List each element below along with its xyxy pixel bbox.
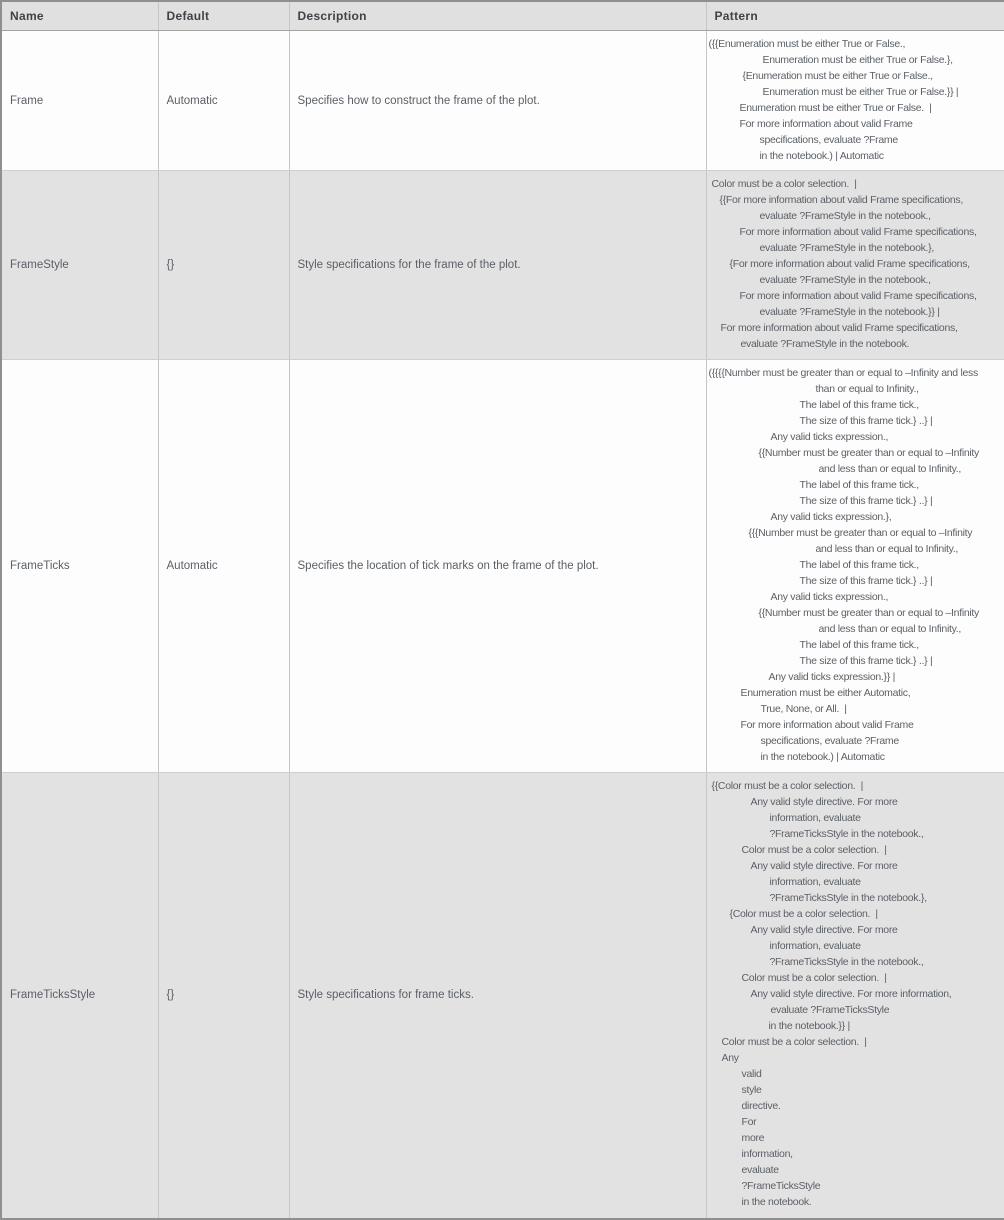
pattern-line: The label of this frame tick., <box>799 399 919 411</box>
pattern-line: Any valid ticks expression.}} | <box>768 671 895 683</box>
pattern-line: {For more information about valid Frame specifications, <box>729 258 970 270</box>
pattern-line: ?FrameTicksStyle in the notebook., <box>769 828 924 840</box>
pattern-line: more <box>741 1132 765 1144</box>
pattern-line: Enumeration must be either True or False.}} | <box>762 86 959 98</box>
pattern-line: and less than or equal to Infinity., <box>818 623 962 635</box>
pattern-line: {Enumeration must be either True or False., <box>742 70 933 82</box>
table-row-frameticks <box>1 360 1004 773</box>
description-cell: Style specifications for the frame of the plot. <box>289 171 706 360</box>
default-cell: Automatic <box>158 360 289 773</box>
pattern-line: in the notebook.) | Automatic <box>760 751 885 763</box>
pattern-line: Any valid ticks expression., <box>770 591 889 603</box>
pattern-line: Any valid style directive. For more <box>750 796 898 808</box>
pattern-line: evaluate ?FrameStyle in the notebook. <box>740 338 910 350</box>
pattern-cell <box>706 171 1004 360</box>
pattern-line: The label of this frame tick., <box>799 639 919 651</box>
pattern-line: specifications, evaluate ?Frame <box>760 735 899 747</box>
pattern-line: {{For more information about valid Frame specifications, <box>719 194 963 206</box>
pattern-line: Any valid ticks expression., <box>770 431 889 443</box>
pattern-line: For more information about valid Frame specifications, <box>720 322 958 334</box>
pattern-line: The size of this frame tick.} ..} | <box>799 495 933 507</box>
default-cell: {} <box>158 773 289 1219</box>
pattern-line: directive. <box>741 1100 781 1112</box>
pattern-line: {{Number must be greater than or equal to –Infinity <box>758 607 980 619</box>
pattern-line: Any valid style directive. For more <box>750 860 898 872</box>
pattern-line: Color must be a color selection. | <box>741 844 887 856</box>
description-cell: Specifies how to construct the frame of the plot. <box>289 31 706 171</box>
col-header-description: Description <box>289 1 706 31</box>
table-row-frame <box>1 31 1004 171</box>
pattern-line: ?FrameTicksStyle in the notebook., <box>769 956 924 968</box>
pattern-line: The size of this frame tick.} ..} | <box>799 575 933 587</box>
pattern-line: evaluate ?FrameStyle in the notebook., <box>759 274 931 286</box>
pattern-line: Color must be a color selection. | <box>741 972 887 984</box>
pattern-line: evaluate ?FrameStyle in the notebook.}, <box>759 242 935 254</box>
pattern-line: ({{Enumeration must be either True or False., <box>708 38 906 50</box>
pattern-line: ?FrameTicksStyle in the notebook.}, <box>769 892 927 904</box>
col-header-pattern: Pattern <box>706 1 1004 31</box>
pattern-line: specifications, evaluate ?Frame <box>759 134 898 146</box>
pattern-line: ({{{{Number must be greater than or equal to –Infinity and less <box>708 367 978 379</box>
pattern-line: and less than or equal to Infinity., <box>818 463 962 475</box>
pattern-line: {Color must be a color selection. | <box>729 908 878 920</box>
pattern-line: in the notebook. <box>741 1196 812 1208</box>
pattern-line: in the notebook.}} | <box>768 1020 850 1032</box>
pattern-line: than or equal to Infinity., <box>815 383 919 395</box>
pattern-line: {{Color must be a color selection. | <box>711 780 864 792</box>
pattern-line: evaluate ?FrameTicksStyle <box>770 1004 890 1016</box>
col-header-name: Name <box>1 1 158 31</box>
pattern-line: Enumeration must be either True or False.}, <box>762 54 953 66</box>
description-cell: Specifies the location of tick marks on the frame of the plot. <box>289 360 706 773</box>
header-row <box>1 1 1004 31</box>
pattern-line: {{Number must be greater than or equal to –Infinity <box>758 447 980 459</box>
name-cell: FrameStyle <box>1 171 158 360</box>
pattern-line: For more information about valid Frame specifications, <box>739 226 977 238</box>
pattern-cell <box>706 360 1004 773</box>
pattern-line: and less than or equal to Infinity., <box>815 543 959 555</box>
pattern-line: information, evaluate <box>769 940 861 952</box>
pattern-line: The label of this frame tick., <box>799 559 919 571</box>
pattern-line: Any <box>721 1052 739 1064</box>
col-header-default: Default <box>158 1 289 31</box>
pattern-line: Any valid style directive. For more <box>750 924 898 936</box>
pattern-line: information, evaluate <box>769 876 861 888</box>
pattern-line: Color must be a color selection. | <box>711 178 857 190</box>
pattern-line: Color must be a color selection. | <box>721 1036 867 1048</box>
pattern-line: For <box>741 1116 757 1128</box>
pattern-line: evaluate <box>741 1164 779 1176</box>
pattern-line: For more information about valid Frame <box>739 118 913 130</box>
pattern-line: information, evaluate <box>769 812 861 824</box>
name-cell: FrameTicksStyle <box>1 773 158 1219</box>
default-cell: Automatic <box>158 31 289 171</box>
pattern-cell <box>706 31 1004 171</box>
pattern-line: For more information about valid Frame specifications, <box>739 290 977 302</box>
pattern-line: style <box>741 1084 762 1096</box>
pattern-line: The size of this frame tick.} ..} | <box>799 415 933 427</box>
pattern-line: ?FrameTicksStyle <box>741 1180 821 1192</box>
name-cell: FrameTicks <box>1 360 158 773</box>
pattern-line: evaluate ?FrameStyle in the notebook.}} | <box>759 306 940 318</box>
pattern-cell <box>706 773 1004 1219</box>
pattern-line: Any valid ticks expression.}, <box>770 511 892 523</box>
default-cell: {} <box>158 171 289 360</box>
pattern-line: information, <box>741 1148 793 1160</box>
pattern-line: The label of this frame tick., <box>799 479 919 491</box>
pattern-line: {{{Number must be greater than or equal to –Infinity <box>748 527 973 539</box>
pattern-line: valid <box>741 1068 762 1080</box>
table-row-framestyle <box>1 171 1004 360</box>
pattern-line: Any valid style directive. For more information, <box>750 988 952 1000</box>
pattern-line: Enumeration must be either True or False. | <box>739 102 932 114</box>
description-cell: Style specifications for frame ticks. <box>289 773 706 1219</box>
pattern-line: True, None, or All. | <box>760 703 847 715</box>
name-cell: Frame <box>1 31 158 171</box>
pattern-line: in the notebook.) | Automatic <box>759 150 884 162</box>
table-row-frameticksstyle <box>1 773 1004 1219</box>
pattern-line: For more information about valid Frame <box>740 719 914 731</box>
pattern-line: evaluate ?FrameStyle in the notebook., <box>759 210 931 222</box>
pattern-line: Enumeration must be either Automatic, <box>740 687 911 699</box>
pattern-line: The size of this frame tick.} ..} | <box>799 655 933 667</box>
